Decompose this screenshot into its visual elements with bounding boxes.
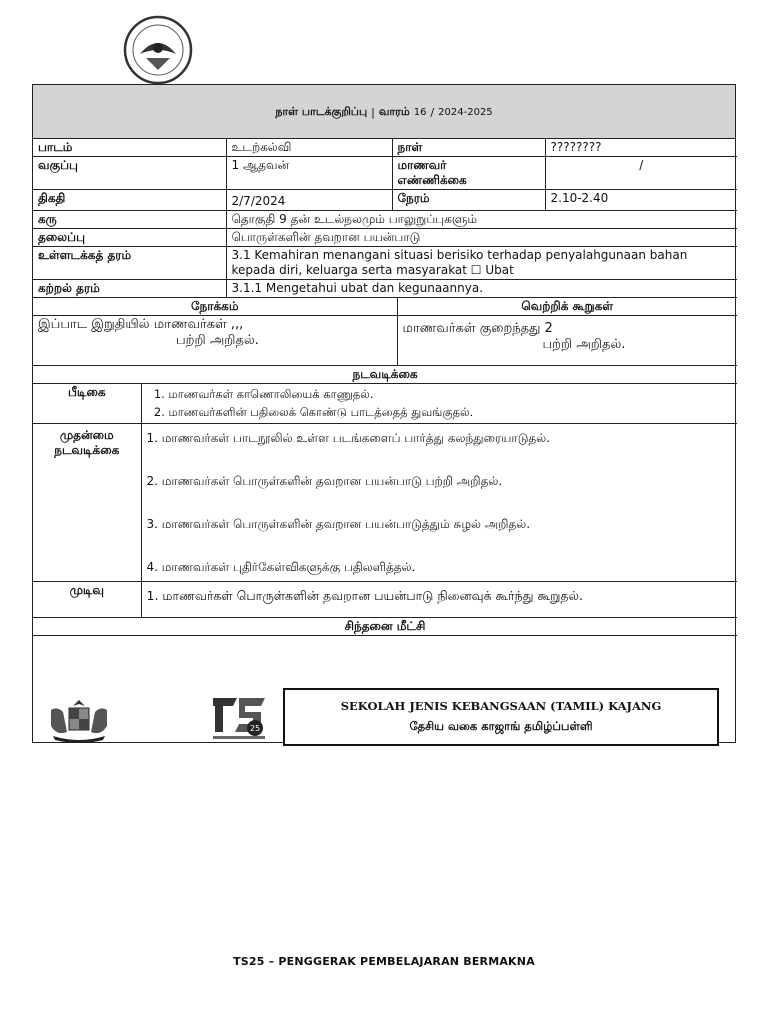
- main-step: 3. மாணவர்கள் பொருள்களின் தவறான பயன்பாடுத்தும் சுழல் அறிதல்.: [146, 516, 531, 531]
- info-table: [33, 139, 737, 298]
- criteria-text: [397, 316, 737, 366]
- main-activity-label-line1: முதன்மை: [59, 427, 114, 442]
- school-year: 2024-2025: [438, 107, 493, 118]
- learning-standard-value: 3.1.1 Mengetahui ubat dan kegunaannya.: [226, 280, 737, 298]
- title-band: [33, 85, 735, 139]
- objectives-header-row: [33, 298, 737, 316]
- intro-item: 2. மாணவர்களின் பதிலைக் கொண்டு பாடத்தைத் துவங்குதல்.: [169, 403, 733, 421]
- objective-header: நோக்கம்: [33, 298, 397, 316]
- date-row: [33, 190, 737, 211]
- main-step: 4. மாணவர்கள் புதிர்கேள்விகளுக்கு பதிலளித்தல்.: [146, 559, 416, 574]
- theme-label: கரு: [33, 211, 226, 229]
- subject-row: [33, 139, 737, 157]
- content-standard-label: உள்ளடக்கத் தரம்: [33, 247, 226, 280]
- day-label: நாள்: [392, 139, 545, 157]
- theme-value: தொகுதி 9 தன் உடல்நலமும் பாலுறுப்புகளும்: [226, 211, 737, 229]
- reflection-area: [33, 636, 735, 742]
- content-standard-row: [33, 247, 737, 280]
- intro-label: பீடிகை: [33, 384, 141, 424]
- learning-standard-label: கற்றல் தரம்: [33, 280, 226, 298]
- time-value: 2.10-2.40: [545, 190, 737, 211]
- footer-slogan: TS25 – PENGGERAK PEMBELAJARAN BERMAKNA: [233, 955, 535, 968]
- objective-text: [33, 316, 397, 366]
- date-label: திகதி: [33, 190, 226, 211]
- closing-row: [33, 581, 737, 617]
- intro-item: 1. மாணவர்கள் காணொலியைக் காணுதல்.: [169, 385, 733, 403]
- subject-value: உடற்கல்வி: [226, 139, 392, 157]
- criteria-line-1: மாணவர்கள் குறைந்தது 2: [402, 321, 553, 336]
- day-value: ????????: [545, 139, 737, 157]
- content-standard-value: 3.1 Kemahiran menangani situasi berisiko terhadap penyalahgunaan bahan kepada diri, keluarga serta masyarakat ☐ Ubat: [226, 247, 737, 280]
- class-row: [33, 157, 737, 190]
- class-label: வகுப்பு: [33, 157, 226, 190]
- activities-header-row: [33, 366, 737, 384]
- objectives-table: [33, 298, 737, 366]
- school-logo: [118, 14, 198, 90]
- main-step: 1. மாணவர்கள் பாடநூலில் உள்ள படங்களைப் பார்த்து கலந்துரையாடுதல்.: [146, 430, 550, 445]
- main-step: 2. மாணவர்கள் பொருள்களின் தவறான பயன்பாடு பற்றி அறிதல்.: [146, 473, 503, 488]
- ts25-mark: 25: [249, 723, 261, 733]
- time-label: நேரம்: [392, 190, 545, 211]
- topic-row: [33, 229, 737, 247]
- ts25-logo-icon: [209, 692, 269, 744]
- malaysia-crest-icon: [43, 696, 115, 744]
- date-value: 2/7/2024: [226, 190, 392, 211]
- class-value: 1 ஆதவன்: [226, 157, 392, 190]
- main-activity-content: [141, 423, 737, 581]
- subject-label: பாடம்: [33, 139, 226, 157]
- reflection-header-row: [33, 617, 737, 635]
- title-separator: |: [371, 106, 375, 119]
- closing-label: முடிவு: [33, 581, 141, 617]
- criteria-line-2: பற்றி அறிதல்.: [542, 337, 626, 353]
- school-name-english: SEKOLAH JENIS KEBANGSAAN (TAMIL) KAJANG: [340, 698, 662, 713]
- topic-label: தலைப்பு: [33, 229, 226, 247]
- week-value: 16: [413, 107, 427, 118]
- students-label-line1: மாணவர்: [397, 158, 447, 172]
- school-name-box: [283, 688, 719, 746]
- lesson-plan-sheet: [32, 84, 736, 743]
- main-activity-row: [33, 423, 737, 581]
- theme-row: [33, 211, 737, 229]
- intro-list: [147, 385, 733, 422]
- intro-row: [33, 384, 737, 424]
- students-label-line2: எண்ணிக்கை: [397, 173, 467, 187]
- main-activity-label-line2: நடவடிக்கை: [54, 442, 120, 457]
- intro-content: [141, 384, 737, 424]
- plan-title: நாள் பாடக்குறிப்பு: [275, 105, 368, 118]
- week-separator: /: [430, 106, 435, 119]
- students-label: [392, 157, 545, 190]
- topic-value: பொருள்களின் தவறான பயன்பாடு: [226, 229, 737, 247]
- learning-standard-row: [33, 280, 737, 298]
- week-label: வாரம்: [378, 105, 410, 118]
- objective-line-1: இப்பாட இறுதியில் மாணவர்கள் ,,,: [38, 317, 244, 332]
- activities-header: நடவடிக்கை: [33, 366, 737, 384]
- criteria-header: வெற்றிக் கூறுகள்: [397, 298, 737, 316]
- closing-text: 1. மாணவர்கள் பொருள்களின் தவறான பயன்பாடு நினைவுக் கூர்ந்து கூறுதல்.: [141, 581, 737, 617]
- main-activity-label: [33, 423, 141, 581]
- school-name-tamil: தேசிய வகை காஜாங் தமிழ்ப்பள்ளி: [409, 718, 593, 733]
- reflection-header: சிந்தனை மீட்சி: [33, 617, 737, 635]
- objectives-content-row: [33, 316, 737, 366]
- objective-line-2: பற்றி அறிதல்.: [176, 333, 259, 349]
- activities-table: [33, 366, 737, 636]
- students-value: /: [545, 157, 737, 190]
